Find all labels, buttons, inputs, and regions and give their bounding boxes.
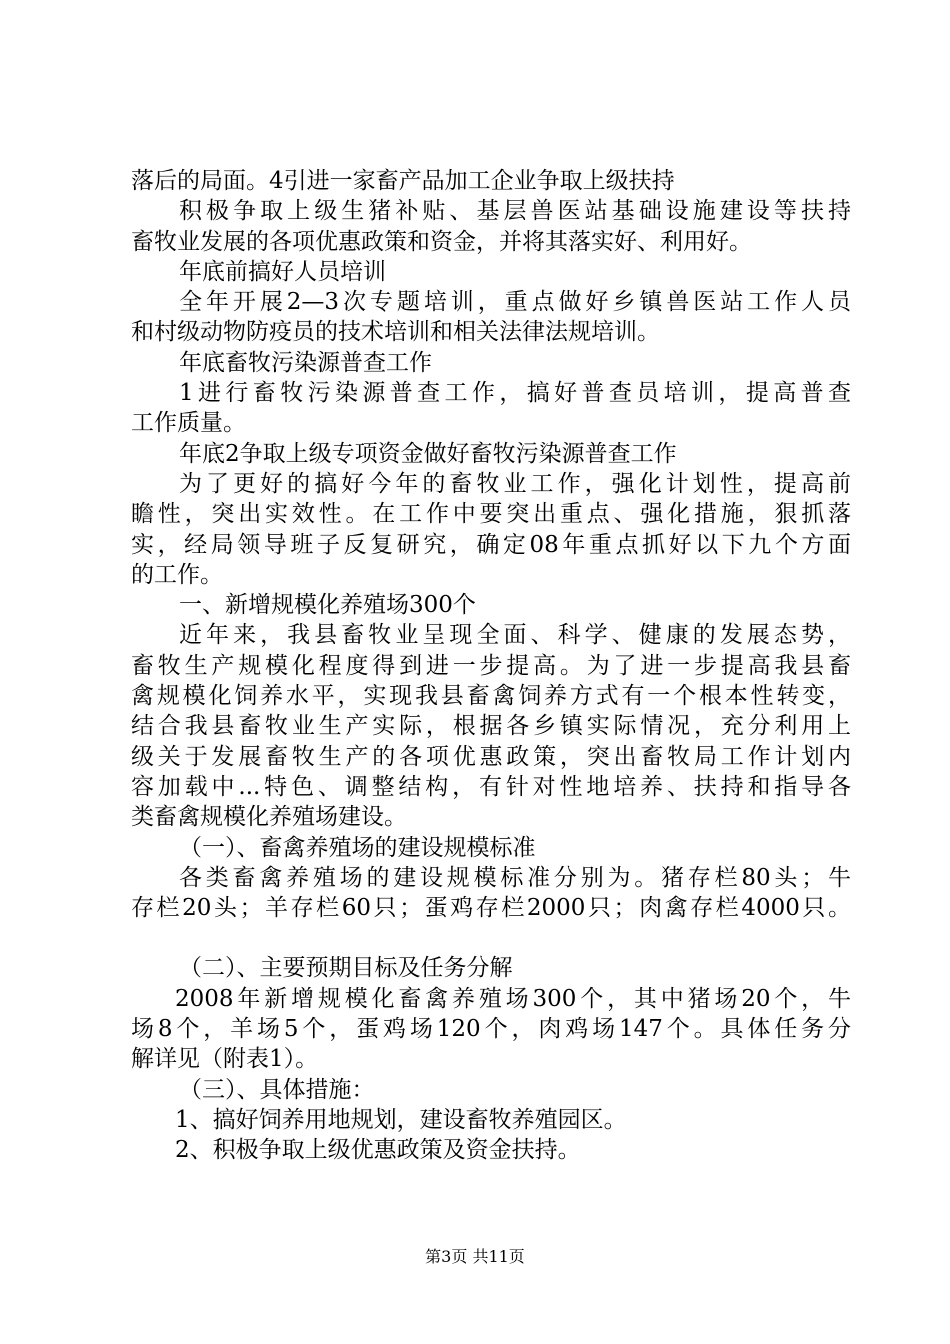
list-item: 1、搞好饲养用地规划，建设畜牧养殖园区。 [175,1106,627,1133]
text-line: 工作质量。 [131,410,246,437]
text-line: 瞻性，突出实效性。在工作中要突出重点、强化措施，狠抓落 [131,501,851,528]
page-number: 第3页 共11页 [425,1247,525,1266]
text-line: 落后的局面。4引进一家畜产品加工企业争取上级扶持 [131,168,675,194]
text-line: 积极争取上级生猪补贴、基层兽医站基础设施建设等扶持 [179,198,851,225]
text-line: 解详见（附表1）。 [131,1046,319,1073]
text-line: 场8个，羊场5个，蛋鸡场120个，肉鸡场147个。具体任务分 [131,1016,851,1043]
text-line: 和村级动物防疫员的技术培训和相关法律法规培训。 [131,319,660,346]
text-line: 各类畜禽养殖场的建设规模标准分别为。猪存栏80头；牛 [179,864,851,891]
text-line: 1进行畜牧污染源普查工作，搞好普查员培训，提高普查 [179,380,851,407]
text-line: 近年来，我县畜牧业呈现全面、科学、健康的发展态势， [179,622,851,649]
text-line: 禽规模化饲养水平，实现我县畜禽饲养方式有一个根本性转变， [131,683,851,710]
text-line: 存栏20头；羊存栏60只；蛋鸡存栏2000只；肉禽存栏4000只。 [131,895,851,922]
text-line: 年底2争取上级专项资金做好畜牧污染源普查工作 [179,440,677,467]
text-line: 为了更好的搞好今年的畜牧业工作，强化计划性，提高前 [179,470,851,497]
paragraph-gap [131,923,851,953]
text-line: 全年开展2—3次专题培训，重点做好乡镇兽医站工作人员 [179,289,851,316]
section-heading: （二）、主要预期目标及任务分解 [179,955,513,982]
text-line: 畜牧生产规模化程度得到进一步提高。为了进一步提高我县畜 [131,652,851,679]
list-item: 2、积极争取上级优惠政策及资金扶持。 [175,1137,581,1164]
text-line: 类畜禽规模化养殖场建设。 [131,804,407,831]
text-line: 容加载中...特色、调整结构，有针对性地培养、扶持和指导各 [131,773,851,800]
section-heading: （一）、畜禽养殖场的建设规模标准 [179,834,536,861]
text-line: 年底畜牧污染源普查工作 [179,349,432,376]
text-line: 结合我县畜牧业生产实际，根据各乡镇实际情况，充分利用上 [131,713,851,740]
text-line: 年底前搞好人员培训 [179,258,386,285]
section-heading: （三）、具体措施： [179,1076,375,1103]
text-line: 级关于发展畜牧生产的各项优惠政策，突出畜牧局工作计划内 [131,743,851,770]
text-line: 2008年新增规模化畜禽养殖场300个，其中猪场20个，牛 [175,985,851,1012]
section-heading: 一、新增规模化养殖场300个 [179,592,476,619]
text-line: 畜牧业发展的各项优惠政策和资金，并将其落实好、利用好。 [131,228,752,255]
text-line: 实，经局领导班子反复研究，确定08年重点抓好以下九个方面 [131,531,851,558]
document-body [131,166,851,1166]
text-line: 的工作。 [131,561,223,588]
